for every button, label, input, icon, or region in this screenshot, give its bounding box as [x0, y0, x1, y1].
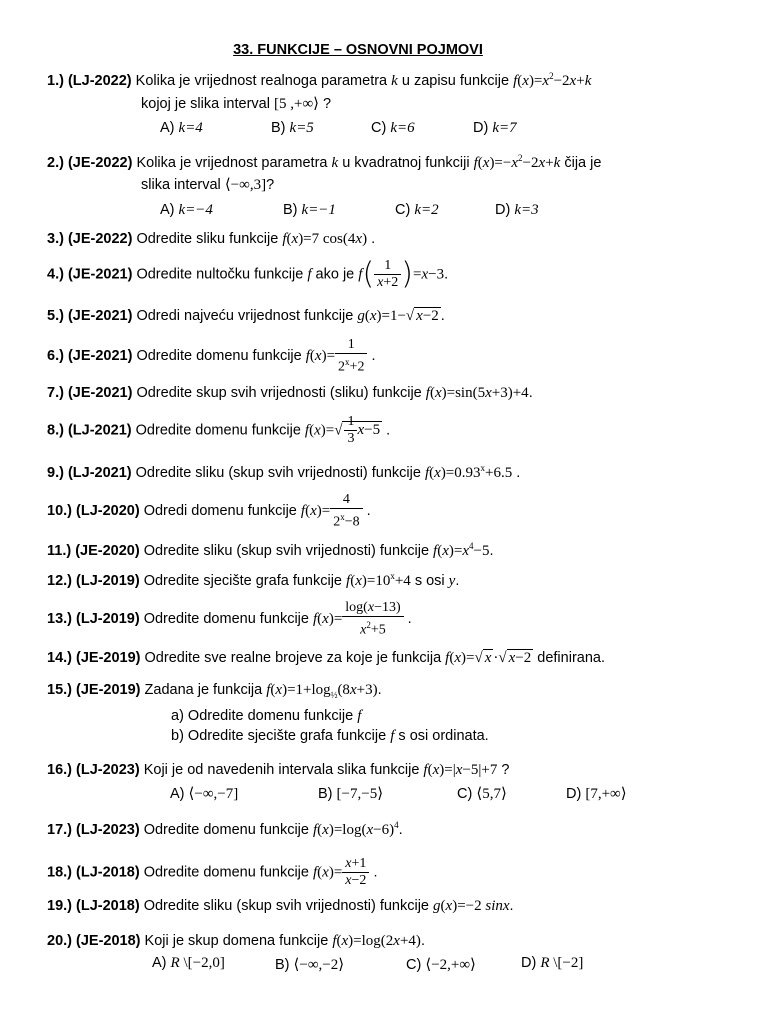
question-15-a: a) Odredite domenu funkcije f	[171, 708, 362, 724]
question-19: 19.) (LJ-2018) Odredite sliku (skup svih vrijednosti) funkcije g(x)=−2 sinx.	[47, 898, 514, 914]
question-20: 20.) (JE-2018) Koji je skup domena funkcije f(x)=log(2x+4).	[47, 933, 425, 949]
question-15-b: b) Odredite sjecište grafa funkcije f s osi ordinata.	[171, 728, 489, 744]
question-2-cont: slika interval ⟨−∞,3]?	[141, 177, 275, 193]
option-a[interactable]: A) k=4	[160, 120, 203, 136]
question-1: 1.) (LJ-2022) Kolika je vrijednost realnoga parametra k u zapisu funkcije $f(x)=x^2-2x+k$	[47, 71, 592, 89]
option-a[interactable]: A) R \[−2,0]	[152, 955, 225, 971]
question-12: 12.) (LJ-2019) Odredite sjecište grafa funkcije $f(x)=10^x+4$ s osi y.	[47, 571, 460, 589]
page-title: 33. FUNKCIJE – OSNOVNI POJMOVI	[233, 42, 483, 58]
question-2: 2.) (JE-2022) Kolika je vrijednost parametra k u kvadratnoj funkciji $f(x)=-x^2-2x+k$ čija je	[47, 153, 602, 171]
question-7: 7.) (JE-2021) Odredite skup svih vrijednosti (sliku) funkcije f(x)=sin(5x+3)+4.	[47, 385, 533, 401]
option-b[interactable]: B) ⟨−∞,−2⟩	[275, 957, 345, 973]
option-b[interactable]: B) k=5	[271, 120, 314, 136]
question-5: 5.) (JE-2021) Odredi najveću vrijednost funkcije g(x)=1−√ x−2 .	[47, 308, 445, 324]
question-4: 4.) (JE-2021) Odredite nultočku funkcije f ako je f( $\frac{1}{x+2}$ )=x−3.	[47, 256, 449, 292]
option-c[interactable]: C) ⟨−2,+∞⟩	[406, 957, 476, 973]
question-18: 18.) (LJ-2018) Odredite domenu funkcije f(x)= $\frac{x+1}{x-2}$ .	[47, 856, 378, 888]
option-d[interactable]: D) k=7	[473, 120, 517, 136]
question-3: 3.) (JE-2022) Odredite sliku funkcije f(x)=7 cos(4x) .	[47, 231, 376, 247]
question-17: 17.) (LJ-2023) Odredite domenu funkcije $f(x)=\log(x-6)^4$.	[47, 820, 403, 838]
option-b[interactable]: B) k=−1	[283, 202, 336, 218]
question-8: 8.) (LJ-2021) Odredite domenu funkcije f(x)=√ $\frac{1}{3}$ x−5 .	[47, 414, 391, 446]
question-6: 6.) (JE-2021) Odredite domenu funkcije f(x)= $\frac{1}{2^x+2}$ .	[47, 337, 376, 375]
option-c[interactable]: C) k=6	[371, 120, 415, 136]
option-b[interactable]: B) [−7,−5⟩	[318, 786, 384, 802]
option-c[interactable]: C) k=2	[395, 202, 439, 218]
option-d[interactable]: D) k=3	[495, 202, 539, 218]
question-15: 15.) (JE-2019) Zadana je funkcija $f(x)=1+\log_{\frac{1}{2}}(8x+3)$.	[47, 682, 382, 700]
question-1-cont: kojoj je slika interval [5 ,+∞⟩ ?	[141, 96, 332, 112]
question-16: 16.) (LJ-2023) Koji je od navedenih intervala slika funkcije f(x)=|x−5|+7 ?	[47, 762, 510, 778]
option-a[interactable]: A) k=−4	[160, 202, 213, 218]
question-13: 13.) (LJ-2019) Odredite domenu funkcije f(x)= $\frac{\log(x-13)}{x^2+5}$ .	[47, 600, 412, 638]
question-9: 9.) (LJ-2021) Odredite sliku (skup svih vrijednosti) funkcije $f(x)=0.93^x+6.5$ .	[47, 463, 521, 481]
question-14: 14.) (JE-2019) Odredite sve realne brojeve za koje je funkcija f(x)=√ x ·√ x−2 definirana.	[47, 650, 605, 666]
option-c[interactable]: C) ⟨5,7⟩	[457, 786, 507, 802]
question-11: 11.) (JE-2020) Odredite sliku (skup svih vrijednosti) funkcije $f(x)=x^4-5$.	[47, 541, 494, 559]
option-d[interactable]: D) R \[−2]	[521, 955, 584, 971]
option-a[interactable]: A) ⟨−∞,−7]	[170, 786, 239, 802]
option-d[interactable]: D) [7,+∞⟩	[566, 786, 627, 802]
question-10: 10.) (LJ-2020) Odredi domenu funkcije f(x)= $\frac{4}{2^x-8}$ .	[47, 492, 371, 530]
question-number: 1.) (LJ-2022)	[47, 73, 132, 89]
